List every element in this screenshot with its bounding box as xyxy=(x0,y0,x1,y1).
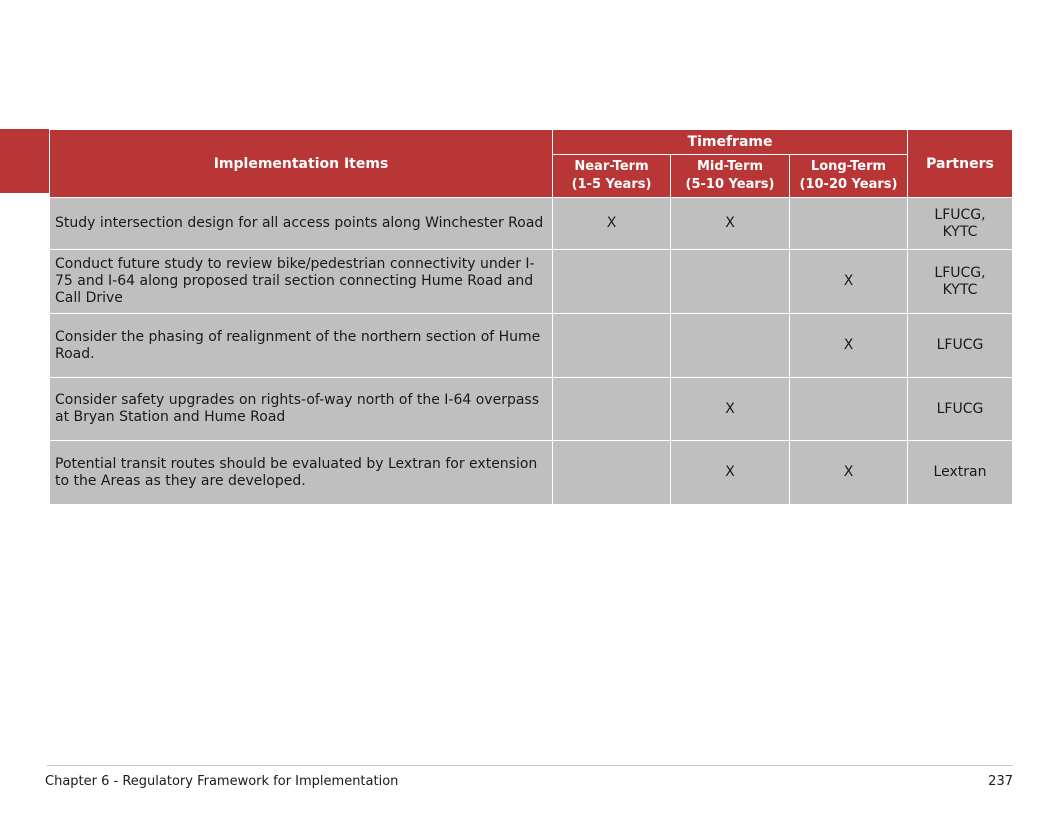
header-near-term-years: (1-5 Years) xyxy=(571,177,652,192)
footer-page-number: 237 xyxy=(988,774,1013,789)
header-long-term xyxy=(790,155,908,198)
long-term-cell xyxy=(790,198,908,250)
mid-term-cell: X xyxy=(671,441,790,505)
long-term-cell: X xyxy=(790,314,908,378)
long-term-cell: X xyxy=(790,250,908,314)
partners-cell xyxy=(908,314,1013,378)
partners-cell xyxy=(908,250,1013,314)
near-term-cell xyxy=(553,314,671,378)
implementation-item-cell: Conduct future study to review bike/pedestrian connectivity under I-75 and I-64 along proposed trail section connecting Hume Road and Call Drive xyxy=(50,250,553,314)
near-term-cell xyxy=(553,378,671,441)
header-implementation-items: Implementation Items xyxy=(50,130,553,198)
footer-chapter-title: Chapter 6 - Regulatory Framework for Implementation xyxy=(45,774,399,789)
header-long-term-label: Long-Term xyxy=(810,159,887,174)
partner-name: Lextran xyxy=(933,464,987,480)
partners-cell xyxy=(908,441,1013,505)
table-row xyxy=(50,378,1013,441)
header-long-term-years: (10-20 Years) xyxy=(799,177,898,192)
table-row xyxy=(50,198,1013,250)
header-timeframe: Timeframe xyxy=(553,130,908,155)
partner-name: LFUCG xyxy=(936,400,984,417)
mid-term-cell xyxy=(671,314,790,378)
near-term-cell xyxy=(553,250,671,314)
partner-name: KYTC xyxy=(942,223,978,240)
mid-term-cell xyxy=(671,250,790,314)
implementation-item-cell: Consider the phasing of realignment of the northern section of Hume Road. xyxy=(50,314,553,378)
header-mid-term-years: (5-10 Years) xyxy=(685,177,775,192)
implementation-item-cell: Consider safety upgrades on rights-of-way north of the I-64 overpass at Bryan Station and Hume Road xyxy=(50,378,553,441)
header-partners: Partners xyxy=(908,130,1013,198)
implementation-item-cell: Study intersection design for all access points along Winchester Road xyxy=(50,198,553,250)
table-row xyxy=(50,250,1013,314)
table-row xyxy=(50,441,1013,505)
header-near-term-label: Near-Term xyxy=(574,159,649,174)
partners-cell xyxy=(908,198,1013,250)
mid-term-cell: X xyxy=(671,198,790,250)
partner-name: LFUCG, xyxy=(934,206,986,223)
implementation-table xyxy=(49,129,1013,505)
header-accent-bar xyxy=(0,129,50,193)
long-term-cell: X xyxy=(790,441,908,505)
header-near-term xyxy=(553,155,671,198)
partner-name: KYTC xyxy=(942,281,978,298)
footer-divider xyxy=(47,765,1013,766)
long-term-cell xyxy=(790,378,908,441)
table-row xyxy=(50,314,1013,378)
header-mid-term xyxy=(671,155,790,198)
implementation-item-cell: Potential transit routes should be evaluated by Lextran for extension to the Areas as they are developed. xyxy=(50,441,553,505)
header-mid-term-label: Mid-Term xyxy=(696,159,764,174)
partner-name: LFUCG, xyxy=(934,264,986,281)
near-term-cell: X xyxy=(553,198,671,250)
partners-cell xyxy=(908,378,1013,441)
near-term-cell xyxy=(553,441,671,505)
partner-name: LFUCG xyxy=(936,337,984,353)
mid-term-cell: X xyxy=(671,378,790,441)
